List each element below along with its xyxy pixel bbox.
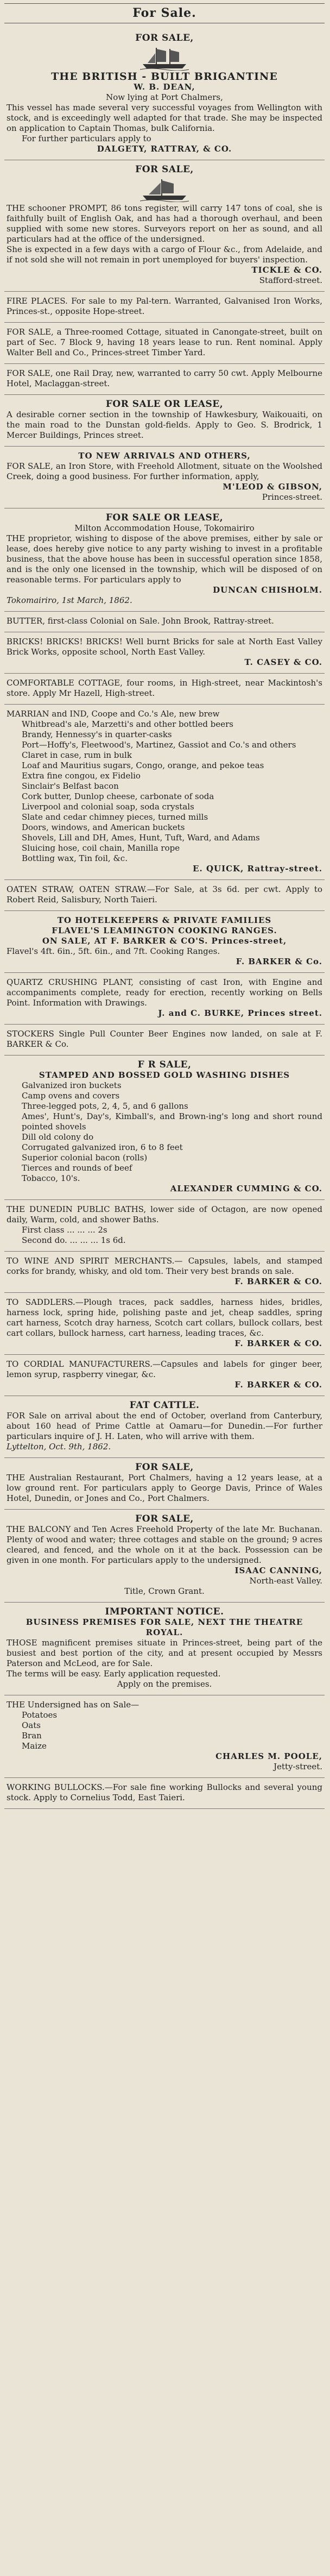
ad-body: TO CORDIAL MANUFACTURERS.—Capsules and labels for ginger beer, lemon syrup, raspberry vinegar, &c. [7,1359,322,1379]
ad-potatoes [4,1695,325,1778]
ad-prompt [4,160,325,292]
ad-title: IMPORTANT NOTICE. [105,1606,224,1617]
ad-bricks [4,632,325,674]
ad-dishes [4,1055,325,1200]
price-row: Second do. ... ... ... 1s 6d. [22,1235,126,1245]
ad-title: FOR SALE, [135,1462,194,1473]
ad-address: Princes-street. [262,492,322,502]
ad-signature: F. BARKER & Co. [236,957,322,966]
vessel-location: Now lying at Port Chalmers, [106,92,223,102]
list-item: Oats [22,1720,41,1730]
for-sale-masthead: For Sale. [4,3,325,23]
ad-dateline: Tokomairiro, 1st March, 1862. [7,595,132,605]
list-item: Corrugated galvanized iron, 6 to 8 feet [22,1142,183,1152]
ad-signature: DUNCAN CHISHOLM. [213,585,322,595]
ad-address: North-east Valley. [249,1576,322,1586]
ship-icon [140,46,189,71]
ad-signature: F. BARKER & CO. [234,1339,322,1348]
list-item: Sinclair's Belfast bacon [22,781,119,791]
ad-body: FOR SALE, one Rail Dray, new, warranted to carry 50 cwt. Apply Melbourne Hotel, Maclaggan-street. [7,368,322,388]
ad-title: F R SALE, [137,1059,192,1070]
list-item: Brandy, Hennessy's in quarter-casks [22,730,172,739]
ad-footnote: Title, Crown Grant. [124,1586,205,1596]
ad-body: BRICKS! BRICKS! BRICKS! Well burnt Bricks for sale at North East Valley Brick Works, opposite school, North East Valley. [7,637,322,657]
list-item: Three-legged pots, 2, 4, 5, and 6 gallons [22,1101,188,1111]
ad-title: FOR SALE OR LEASE, [105,399,224,410]
ad-body: Apply on the premises. [117,1679,212,1689]
ad-notice [4,1603,325,1695]
list-item: Loaf and Mauritius sugars, Congo, orange, and pekoe teas [22,761,264,770]
ad-title: FOR SALE, [135,164,194,175]
ad-title: FOR SALE, [135,33,194,43]
ad-body: Flavel's 4ft. 6in., 5ft. 6in., and 7ft. Cooking Ranges. [7,946,220,956]
list-item: Galvanized iron buckets [22,1080,122,1090]
ad-heading: TO HOTELKEEPERS & PRIVATE FAMILIES [57,915,272,925]
ad-body: She is expected in a few days with a cargo of Flour &c., from Adelaide, and if not sold she will not remain in port unemployed for buyers' inspection. [7,244,322,265]
ad-body: THE DUNEDIN PUBLIC BATHS, lower side of Octagon, are now opened daily, Warm, cold, and shower Baths. [7,1204,322,1224]
ad-heading: ON SALE, AT F. BARKER & CO'S. Princes-street, [42,936,287,946]
list-item: Port—Hoffy's, Fleetwood's, Martinez, Gassiot and Co.'s and others [22,740,296,750]
ad-body: A desirable corner section in the township of Hawkesbury, Waikouaiti, on the main road to the Dunstan gold-fields. Apply to Geo. S. Brodrick, 1 Mercer Buildings, Princes street. [7,410,322,440]
ad-body: STOCKERS Single Pull Counter Beer Engines now landed, on sale at F. BARKER & Co. [7,1029,322,1049]
ad-signature: ISAAC CANNING, [234,1566,322,1575]
list-item: Extra fine congou, ex Fidelio [22,771,141,781]
ad-lease [4,395,325,447]
ad-body: THE Australian Restaurant, Port Chalmers, having a 12 years lease, at a low ground rent. For particulars apply to George Davis, Prince of Wales Hotel, Dunedin, or Jones and Co., Port Chalmers. [7,1473,322,1503]
list-item: Potatoes [22,1710,58,1720]
list-item: Bran [22,1731,42,1741]
list-item: Liverpool and colonial soap, soda crystals [22,802,194,812]
list-item: Shovels, Lill and DH, Ames, Hunt, Tuft, Ward, and Adams [22,833,260,843]
list-item: Dill old colony do [22,1132,94,1142]
ad-marrian [4,705,325,880]
ad-heading: TO NEW ARRIVALS AND OTHERS, [78,451,251,461]
list-item: Bottling wax, Tin foil, &c. [22,853,128,863]
ad-dateline: Lyttelton, Oct. 9th, 1862. [7,1442,111,1452]
list-item: Ames', Hunt's, Day's, Kimball's, and Brown-ing's long and short round pointed shovels [22,1111,322,1132]
ad-fireplaces [4,292,325,323]
ad-heading: BUSINESS PREMISES FOR SALE, NEXT THE THEATRE ROYAL. [26,1617,303,1637]
ad-body: FOR SALE, an Iron Store, with Freehold Allotment, situate on the Woolshed Creek, doing a good business. For further information, apply, [7,461,322,481]
list-item: Superior colonial bacon (rolls) [22,1153,148,1163]
ad-body: This vessel has made several very successful voyages from Wellington with stock, and is exceedingly well adapted for that trade. She may be inspected on application to Captain Thomas, bulk California. [7,103,322,133]
ad-tenement [4,323,325,364]
list-item: Camp ovens and covers [22,1091,120,1101]
ad-cattle [4,1396,325,1458]
ad-signature: CHARLES M. POOLE, [215,1751,322,1761]
list-item: Sluicing hose, coil chain, Manilla rope [22,843,180,853]
ad-body-apply: For further particulars apply to [22,134,151,143]
ad-heading: FLAVEL'S LEAMINGTON COOKING RANGES. [52,926,277,935]
ad-dray [4,364,325,395]
ad-signature: E. QUICK, Rattray-street. [193,864,322,874]
ad-stockers [4,1025,325,1055]
ad-signature: ALEXANDER CUMMING & CO. [170,1184,322,1193]
ad-arrivals [4,447,325,508]
newspaper-column [4,3,325,1809]
ad-title: FOR SALE, [135,1513,194,1524]
ad-body: TO WINE AND SPIRIT MERCHANTS.— Capsules, labels, and stamped corks for brandy, whisky, and old tom. Their very best brands on sale. [7,1256,322,1276]
list-item: Tobacco, 10's. [22,1173,80,1183]
ad-body: THE Undersigned has on Sale— [7,1700,139,1710]
ad-body: BUTTER, first-class Colonial on Sale. John Brook, Rattray-street. [7,616,274,626]
ad-body: FOR SALE, a Three-roomed Cottage, situated in Canongate-street, built on part of Sec. 7 Block 9, having 18 years lease to run. Rent nominal. Apply Walter Bell and Co., Princes-street Timber Yard. [7,327,322,357]
ad-address: Jetty-street. [274,1762,322,1771]
ad-body: THOSE magnificent premises situate in Princes-street, being part of the busiest and best portion of the city, and at present occupied by Messrs Paterson and McLeod, are for Sale. [7,1638,322,1668]
list-item: Whitbread's ale, Marzetti's and other bottled beers [22,719,233,729]
ad-body: FIRE PLACES. For sale to my Pal-tern. Warranted, Galvanised Iron Works, Princes-st., opposite Hope-street. [7,296,322,316]
list-item: Doors, windows, and American buckets [22,822,185,832]
list-item: Tierces and rounds of beef [22,1163,132,1173]
ad-brigantine [4,29,325,160]
ad-quartz [4,973,325,1025]
ad-address: Stafford-street. [259,275,322,285]
list-item: Maize [22,1741,47,1751]
vessel-name: W. B. DEAN, [134,82,195,92]
ad-cottage [4,674,325,705]
ad-body: OATEN STRAW, OATEN STRAW.—For Sale, at 3s 6d. per cwt. Apply to Robert Reid, Salisbury, North Taieri. [7,884,322,904]
ad-bullocks [4,1778,325,1809]
ad-wine [4,1252,325,1293]
ad-signature: DALGETY, RATTRAY, & CO. [97,144,232,154]
ad-body: FOR Sale on arrival about the end of October, overland from Canterbury, about 160 head of Prime Cattle at Oamaru—for Dunedin.—For further particulars inquire of J. H. Laten, who will arrive with them. [7,1411,322,1441]
ad-signature: T. CASEY & CO. [244,657,322,667]
list-item: Cork butter, Dunlop cheese, carbonate of soda [22,791,214,801]
ad-baths [4,1200,325,1252]
ad-body: WORKING BULLOCKS.—For sale fine working Bullocks and several young stock. Apply to Cornelius Todd, East Taieri. [7,1782,322,1802]
ad-signature: M'LEOD & GIBSON, [223,482,322,492]
ad-ranges [4,911,325,973]
ad-subheading: Milton Accommodation House, Tokomairiro [74,523,255,533]
ad-body: MARRIAN and IND, Coope and Co.'s Ale, new brew [7,709,220,719]
ad-body: THE BALCONY and Ten Acres Freehold Property of the late Mr. Buchanan. Plenty of wood and water; three cottages and stable on the ground; 9 acres cleared, and fenced, and the whole on it at the back. Possession can be given in one month. For particulars apply to the undersigned. [7,1524,322,1565]
ad-title: FAT CATTLE. [129,1400,200,1411]
ad-signature: F. BARKER & CO. [234,1277,322,1286]
ad-signature: TICKLE & CO. [251,265,322,275]
ad-australian [4,1458,325,1510]
ship-icon [140,177,189,202]
ad-body: COMFORTABLE COTTAGE, four rooms, in High-street, near Mackintosh's store. Apply Mr Hazell, High-street. [7,678,322,698]
ad-signature: F. BARKER & CO. [234,1380,322,1390]
ad-body: TO SADDLERS.—Plough traces, pack saddles, harness hides, bridles, harness lock, spring hide, polishing paste and jet, cheap saddles, spring cart harness, Scotch dray harness, Scotch cart collars, bullock collars, best cart collars, bullock harness, cart harness, leading traces, &c. [7,1297,322,1338]
ad-body: The terms will be easy. Early application requested. [7,1669,221,1679]
ad-body: QUARTZ CRUSHING PLANT, consisting of cast Iron, with Engine and accompaniments complete, ready for erection, recently working on Bells Point. Information with Drawings. [7,977,322,1008]
ad-body: THE proprietor, wishing to dispose of the above premises, either by sale or lease, does hereby give notice to any party wishing to invest in a profitable business, that the above house has been in successful operation since 1858, and is the only one licensed in the township, which will be disposed of on reasonable terms. For particulars apply to [7,533,322,585]
ad-butter [4,612,325,632]
list-item: Slate and cedar chimney pieces, turned mills [22,812,208,822]
price-row: First class ... ... ... 2s [22,1225,107,1235]
ad-body: THE schooner PROMPT, 86 tons register, will carry 147 tons of coal, she is faithfully built of English Oak, and has had a thorough overhaul, and been supplied with some new stores. Surveyors report on her as sound, and all particulars had at the office of the undersigned. [7,203,322,244]
ad-signature: J. and C. BURKE, Princes street. [158,1008,322,1018]
ad-balcony [4,1510,325,1603]
ad-cordial [4,1355,325,1396]
vessel-type: THE BRITISH - BUILT BRIGANTINE [51,71,278,83]
list-item: Claret in case, rum in bulk [22,750,132,760]
ad-title: FOR SALE OR LEASE, [105,512,224,523]
ad-tokomairiro [4,508,325,612]
ad-saddlers [4,1293,325,1355]
ad-straw [4,880,325,911]
ad-heading: STAMPED AND BOSSED GOLD WASHING DISHES [39,1070,290,1080]
